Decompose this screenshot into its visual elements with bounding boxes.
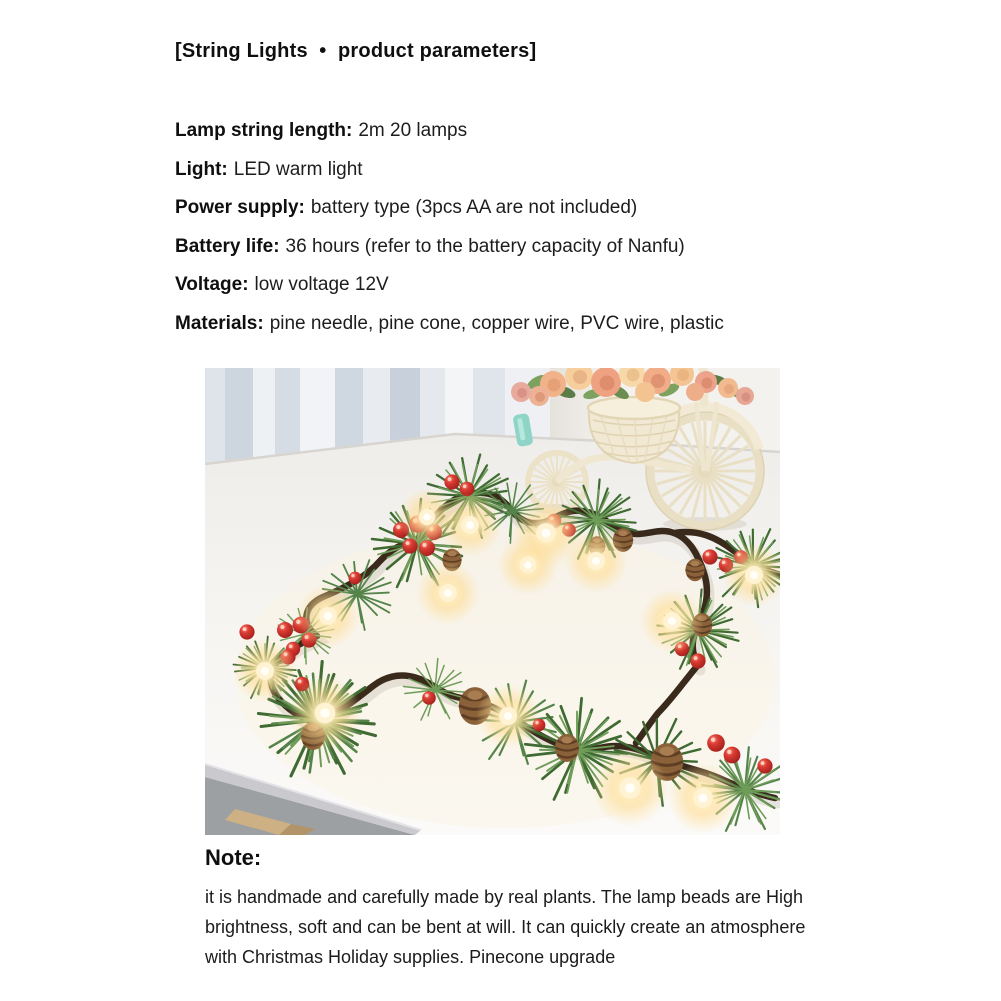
parameter-label: Voltage:	[175, 274, 249, 296]
parameter-row	[175, 228, 724, 267]
parameter-value: 36 hours (refer to the battery capacity of Nanfu)	[285, 235, 685, 257]
product-photo	[205, 368, 780, 835]
parameter-row	[175, 112, 724, 151]
parameter-row	[175, 266, 724, 305]
parameter-label: Power supply:	[175, 197, 305, 219]
parameter-label: Battery life:	[175, 235, 280, 257]
note-body: it is handmade and carefully made by real plants. The lamp beads are High brightness, soft and can be bent at will. It can quickly create an atmosphere with Christmas Holiday supplies. Pinecone upgrade	[205, 887, 806, 967]
parameter-label: Light:	[175, 158, 228, 180]
product-photo-illustration	[205, 368, 780, 835]
parameter-label: Materials:	[175, 312, 264, 334]
parameter-value: 2m 20 lamps	[358, 120, 468, 141]
parameter-value: LED warm light	[233, 158, 363, 180]
parameter-label: Lamp string length:	[175, 120, 353, 141]
page-title: [String Lights • product parameters]	[175, 40, 537, 62]
parameter-row	[175, 305, 724, 344]
parameter-list	[175, 112, 724, 344]
parameter-value: battery type (3pcs AA are not included)	[310, 197, 638, 219]
parameter-value: pine needle, pine cone, copper wire, PVC wire, plastic	[269, 312, 724, 334]
parameter-row	[175, 151, 724, 190]
parameter-row	[175, 189, 724, 228]
note-heading: Note:	[205, 845, 262, 870]
parameter-value: low voltage 12V	[254, 274, 389, 296]
